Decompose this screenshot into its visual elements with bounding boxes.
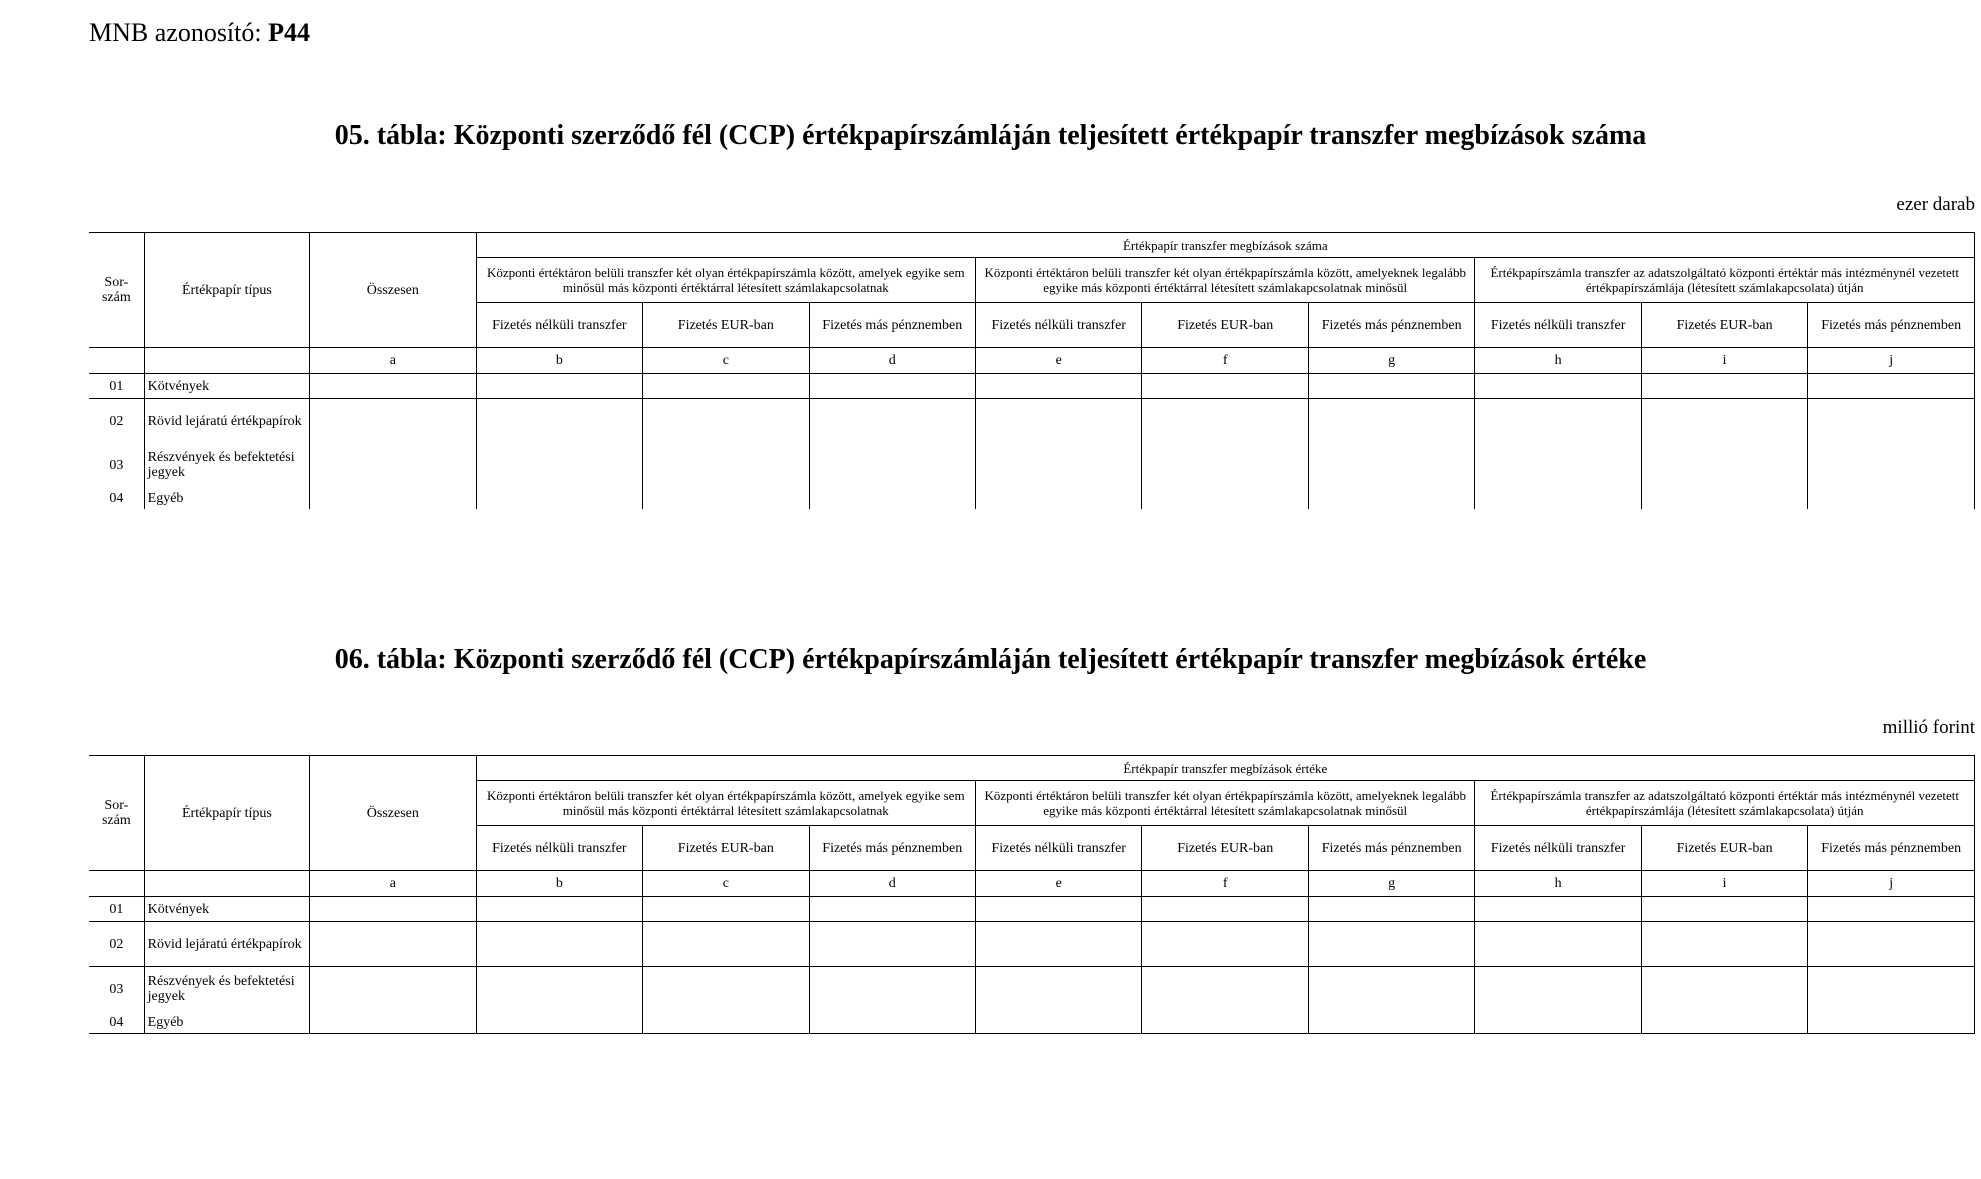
header-sub-h: Fizetés nélküli transzfer: [1475, 303, 1641, 348]
cell-h[interactable]: [1475, 922, 1641, 967]
cell-b[interactable]: [476, 1011, 642, 1034]
header-sor: Sor-szám: [89, 233, 144, 348]
cell-c[interactable]: [643, 897, 809, 922]
header-super: Értékpapír transzfer megbízások értéke: [476, 756, 1974, 781]
cell-i[interactable]: [1641, 399, 1807, 444]
row-number: 04: [89, 1011, 144, 1034]
table-row: [89, 374, 1975, 399]
cell-e[interactable]: [976, 967, 1142, 1012]
cell-i[interactable]: [1641, 374, 1807, 399]
cell-f[interactable]: [1142, 1011, 1308, 1034]
mnb-identifier-code: P44: [268, 18, 310, 47]
cell-d[interactable]: [809, 897, 975, 922]
row-label: Részvények és befektetési jegyek: [144, 443, 309, 487]
mnb-identifier: [89, 18, 310, 48]
row-number: 03: [89, 967, 144, 1012]
cell-g[interactable]: [1308, 399, 1474, 444]
table-row: [89, 897, 1975, 922]
cell-a[interactable]: [310, 967, 476, 1012]
cell-j[interactable]: [1808, 1011, 1975, 1034]
header-type: Értékpapír típus: [144, 756, 309, 871]
letter-blank-2: [144, 348, 309, 374]
letter-c: c: [643, 871, 809, 897]
cell-d[interactable]: [809, 374, 975, 399]
letter-c: c: [643, 348, 809, 374]
cell-f[interactable]: [1142, 487, 1308, 509]
header-sub-j: Fizetés más pénznemben: [1808, 303, 1975, 348]
cell-c[interactable]: [643, 399, 809, 444]
cell-b[interactable]: [476, 374, 642, 399]
letter-a: a: [310, 348, 476, 374]
letter-h: h: [1475, 348, 1641, 374]
table-row: [89, 967, 1975, 1012]
header-group-1: Központi értéktáron belüli transzfer két olyan értékpapírszámla között, amelyek egyike sem minősül más központi értéktárral létesített számlakapcsolatnak: [476, 781, 975, 826]
table-row: [89, 1011, 1975, 1034]
cell-h[interactable]: [1475, 487, 1641, 509]
cell-a[interactable]: [310, 374, 476, 399]
cell-b[interactable]: [476, 487, 642, 509]
letter-e: e: [976, 871, 1142, 897]
cell-f[interactable]: [1142, 443, 1308, 487]
header-sub-d: Fizetés más pénznemben: [809, 303, 975, 348]
cell-g[interactable]: [1308, 897, 1474, 922]
row-number: 02: [89, 922, 144, 967]
table-05-unit: ezer darab: [1896, 194, 1975, 215]
header-sub-j: Fizetés más pénznemben: [1808, 826, 1975, 871]
row-label: Részvények és befektetési jegyek: [144, 967, 309, 1012]
row-label: Kötvények: [144, 897, 309, 922]
letter-blank-1: [89, 871, 144, 897]
cell-c[interactable]: [643, 443, 809, 487]
header-super: Értékpapír transzfer megbízások száma: [476, 233, 1974, 258]
header-group-2: Központi értéktáron belüli transzfer két olyan értékpapírszámla között, amelyeknek legalább egyike más központi értéktárral létesített számlakapcsolatnak minősül: [976, 781, 1475, 826]
row-label: Egyéb: [144, 487, 309, 509]
header-sub-c: Fizetés EUR-ban: [643, 826, 809, 871]
header-sub-i: Fizetés EUR-ban: [1641, 826, 1807, 871]
letter-a: a: [310, 871, 476, 897]
letter-f: f: [1142, 871, 1308, 897]
header-sub-f: Fizetés EUR-ban: [1142, 826, 1308, 871]
row-number: 04: [89, 487, 144, 509]
cell-d[interactable]: [809, 1011, 975, 1034]
header-sub-g: Fizetés más pénznemben: [1308, 303, 1474, 348]
cell-a[interactable]: [310, 399, 476, 444]
letter-d: d: [809, 348, 975, 374]
header-group-1: Központi értéktáron belüli transzfer két olyan értékpapírszámla között, amelyek egyike sem minősül más központi értéktárral létesített számlakapcsolatnak: [476, 258, 975, 303]
cell-c[interactable]: [643, 922, 809, 967]
header-sub-d: Fizetés más pénznemben: [809, 826, 975, 871]
letter-g: g: [1308, 871, 1474, 897]
cell-c[interactable]: [643, 967, 809, 1012]
cell-i[interactable]: [1641, 897, 1807, 922]
cell-f[interactable]: [1142, 967, 1308, 1012]
header-sub-g: Fizetés más pénznemben: [1308, 826, 1474, 871]
letter-d: d: [809, 871, 975, 897]
cell-f[interactable]: [1142, 897, 1308, 922]
cell-h[interactable]: [1475, 1011, 1641, 1034]
table-row: [89, 399, 1975, 444]
cell-h[interactable]: [1475, 399, 1641, 444]
header-group-3: Értékpapírszámla transzfer az adatszolgáltató központi értéktár más intézménynél vezetett értékpapírszámlája (létesített számlakapcsolata) útján: [1475, 781, 1975, 826]
cell-g[interactable]: [1308, 1011, 1474, 1034]
cell-g[interactable]: [1308, 922, 1474, 967]
letter-b: b: [476, 871, 642, 897]
table-05-title: 05. tábla: Központi szerződő fél (CCP) értékpapírszámláján teljesített értékpapír transzfer megbízások száma: [334, 120, 1647, 151]
cell-e[interactable]: [976, 897, 1142, 922]
table-06-title: 06. tábla: Központi szerződő fél (CCP) értékpapírszámláján teljesített értékpapír transzfer megbízások értéke: [334, 644, 1647, 675]
cell-j[interactable]: [1808, 897, 1975, 922]
cell-f[interactable]: [1142, 399, 1308, 444]
header-group-3: Értékpapírszámla transzfer az adatszolgáltató központi értéktár más intézménynél vezetett értékpapírszámlája (létesített számlakapcsolata) útján: [1475, 258, 1975, 303]
table-row: [89, 487, 1975, 509]
cell-a[interactable]: [310, 1011, 476, 1034]
cell-e[interactable]: [976, 374, 1142, 399]
cell-a[interactable]: [310, 443, 476, 487]
cell-a[interactable]: [310, 897, 476, 922]
cell-b[interactable]: [476, 897, 642, 922]
cell-e[interactable]: [976, 922, 1142, 967]
row-number: 01: [89, 374, 144, 399]
cell-c[interactable]: [643, 374, 809, 399]
cell-h[interactable]: [1475, 443, 1641, 487]
row-label: Egyéb: [144, 1011, 309, 1034]
cell-d[interactable]: [809, 443, 975, 487]
cell-a[interactable]: [310, 922, 476, 967]
row-label: Kötvények: [144, 374, 309, 399]
cell-d[interactable]: [809, 922, 975, 967]
cell-j[interactable]: [1808, 967, 1975, 1012]
cell-g[interactable]: [1308, 967, 1474, 1012]
header-sub-e: Fizetés nélküli transzfer: [976, 303, 1142, 348]
cell-h[interactable]: [1475, 374, 1641, 399]
cell-g[interactable]: [1308, 487, 1474, 509]
cell-j[interactable]: [1808, 922, 1975, 967]
header-sor: Sor-szám: [89, 756, 144, 871]
mnb-identifier-label: MNB azonosító:: [89, 18, 269, 47]
cell-e[interactable]: [976, 399, 1142, 444]
cell-b[interactable]: [476, 922, 642, 967]
header-total: Összesen: [310, 756, 476, 871]
letter-i: i: [1641, 348, 1807, 374]
header-sub-i: Fizetés EUR-ban: [1641, 303, 1807, 348]
header-group-2: Központi értéktáron belüli transzfer két olyan értékpapírszámla között, amelyeknek legalább egyike más központi értéktárral létesített számlakapcsolatnak minősül: [976, 258, 1475, 303]
cell-d[interactable]: [809, 399, 975, 444]
letter-i: i: [1641, 871, 1807, 897]
letter-blank-1: [89, 348, 144, 374]
cell-c[interactable]: [643, 1011, 809, 1034]
row-number: 01: [89, 897, 144, 922]
header-sub-e: Fizetés nélküli transzfer: [976, 826, 1142, 871]
table-row: [89, 922, 1975, 967]
header-sub-b: Fizetés nélküli transzfer: [476, 826, 642, 871]
cell-c[interactable]: [643, 487, 809, 509]
header-sub-h: Fizetés nélküli transzfer: [1475, 826, 1641, 871]
letter-e: e: [976, 348, 1142, 374]
header-sub-f: Fizetés EUR-ban: [1142, 303, 1308, 348]
letter-h: h: [1475, 871, 1641, 897]
letter-j: j: [1808, 871, 1975, 897]
cell-e[interactable]: [976, 487, 1142, 509]
cell-d[interactable]: [809, 967, 975, 1012]
row-number: 03: [89, 443, 144, 487]
cell-j[interactable]: [1808, 443, 1975, 487]
cell-h[interactable]: [1475, 967, 1641, 1012]
header-type: Értékpapír típus: [144, 233, 309, 348]
table-05: [89, 232, 1975, 509]
cell-i[interactable]: [1641, 487, 1807, 509]
row-label: Rövid lejáratú értékpapírok: [144, 399, 309, 444]
cell-b[interactable]: [476, 399, 642, 444]
table-row: [89, 443, 1975, 487]
cell-i[interactable]: [1641, 922, 1807, 967]
header-total: Összesen: [310, 233, 476, 348]
table-06: [89, 755, 1975, 1034]
cell-j[interactable]: [1808, 374, 1975, 399]
cell-f[interactable]: [1142, 374, 1308, 399]
cell-i[interactable]: [1641, 1011, 1807, 1034]
cell-i[interactable]: [1641, 443, 1807, 487]
table-06-unit: millió forint: [1882, 717, 1975, 738]
cell-f[interactable]: [1142, 922, 1308, 967]
cell-h[interactable]: [1475, 897, 1641, 922]
cell-b[interactable]: [476, 967, 642, 1012]
row-label: Rövid lejáratú értékpapírok: [144, 922, 309, 967]
cell-i[interactable]: [1641, 967, 1807, 1012]
cell-j[interactable]: [1808, 487, 1975, 509]
letter-f: f: [1142, 348, 1308, 374]
cell-e[interactable]: [976, 443, 1142, 487]
cell-g[interactable]: [1308, 443, 1474, 487]
letter-j: j: [1808, 348, 1975, 374]
letter-blank-2: [144, 871, 309, 897]
cell-a[interactable]: [310, 487, 476, 509]
letter-g: g: [1308, 348, 1474, 374]
cell-d[interactable]: [809, 487, 975, 509]
letter-b: b: [476, 348, 642, 374]
cell-b[interactable]: [476, 443, 642, 487]
row-number: 02: [89, 399, 144, 444]
cell-g[interactable]: [1308, 374, 1474, 399]
header-sub-c: Fizetés EUR-ban: [643, 303, 809, 348]
cell-j[interactable]: [1808, 399, 1975, 444]
cell-e[interactable]: [976, 1011, 1142, 1034]
header-sub-b: Fizetés nélküli transzfer: [476, 303, 642, 348]
